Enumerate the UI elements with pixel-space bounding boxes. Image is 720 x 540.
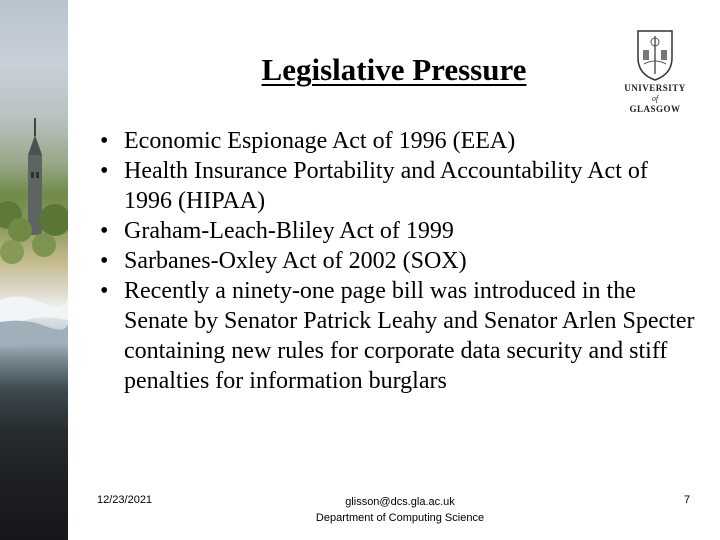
- university-logo: [620, 28, 690, 120]
- bullet-item: [100, 156, 700, 216]
- side-photo-strip: [0, 0, 68, 540]
- bullet-dot: •: [100, 158, 109, 184]
- footer-email: glisson@dcs.gla.ac.uk: [345, 496, 455, 508]
- logo-line-glasgow: GLASGOW: [629, 104, 681, 114]
- page-number: 7: [684, 494, 691, 506]
- bullet-text: Sarbanes-Oxley Act of 2002 (SOX): [124, 248, 467, 274]
- bullet-dot: •: [100, 128, 109, 154]
- bullet-list: [100, 126, 700, 396]
- bullet-text: Health Insurance Portability and Accountability Act of 1996 (HIPAA): [124, 158, 648, 214]
- bullet-text: Recently a ninety-one page bill was introduced in the Senate by Senator Patrick Leahy and Senator Arlen Specter containing new rules for corporate data security and stiff penalties for information burglars: [124, 278, 695, 394]
- logo-line-of: of: [651, 94, 659, 103]
- bullet-dot: •: [100, 248, 109, 274]
- bullet-text: Graham-Leach-Bliley Act of 1999: [124, 218, 454, 244]
- university-tower-photo: [0, 0, 68, 540]
- bullet-dot: •: [100, 278, 109, 304]
- logo-line-university: UNIVERSITY: [624, 83, 686, 93]
- bullet-item: [100, 216, 700, 246]
- bullet-item: [100, 246, 700, 276]
- footer-date: 12/23/2021: [97, 494, 153, 506]
- bullet-item: [100, 276, 700, 396]
- footer-center: [300, 494, 500, 526]
- footer-department: Department of Computing Science: [315, 512, 485, 524]
- bullet-item: [100, 126, 700, 156]
- bullet-dot: •: [100, 218, 109, 244]
- slide-title: Legislative Pressure: [261, 52, 527, 87]
- bullet-text: Economic Espionage Act of 1996 (EEA): [124, 128, 516, 154]
- university-crest-icon: [620, 28, 690, 83]
